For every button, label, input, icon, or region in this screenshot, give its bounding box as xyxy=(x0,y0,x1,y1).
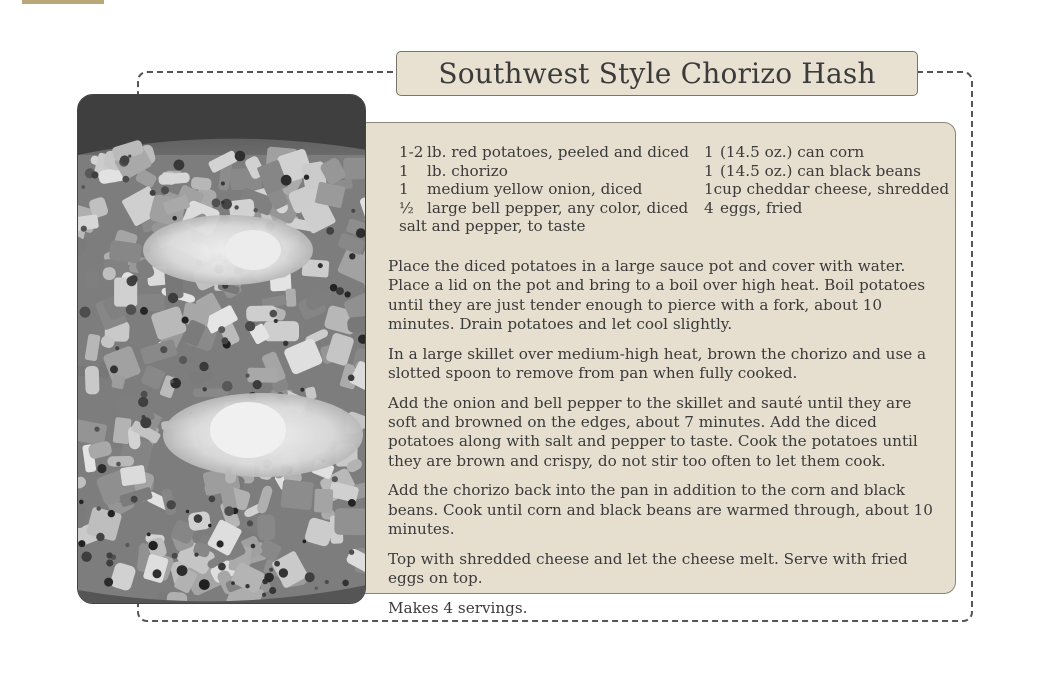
ingredient-qty: 1 xyxy=(399,180,409,199)
ingredient-item xyxy=(399,217,699,236)
direction-step: Top with shredded cheese and let the cheese melt. Serve with fried eggs on top. xyxy=(388,549,908,588)
ingredient-item xyxy=(704,143,944,162)
ingredient-name: salt and pepper, to taste xyxy=(399,217,586,236)
ingredient-name: medium yellow onion, diced xyxy=(427,180,643,199)
ingredient-name: (14.5 oz.) can black beans xyxy=(720,161,921,180)
ingredient-name: lb. chorizo xyxy=(427,161,508,180)
ingredients-column-left xyxy=(399,143,699,236)
ingredient-item xyxy=(704,199,944,218)
ingredient-qty: 1 xyxy=(704,180,714,199)
ingredient-qty: 1 xyxy=(704,143,714,161)
recipe-directions xyxy=(388,257,938,629)
recipe-title: Southwest Style Chorizo Hash xyxy=(438,57,876,90)
ingredient-qty: ½ xyxy=(399,198,414,217)
servings-note: Makes 4 servings. xyxy=(388,598,528,617)
direction-step: In a large skillet over medium-high heat, brown the chorizo and use a slotted spoon to remove from pan when fully cooked. xyxy=(388,344,927,382)
direction-step: Add the onion and bell pepper to the skillet and sauté until they are soft and browned on the edges, about 7 minutes. Add the diced potatoes along with salt and pepper to taste. Cook the potatoes until they are brown and crispy, do not stir too often to let them cook. xyxy=(388,393,918,470)
ingredient-qty: 1 xyxy=(399,161,409,180)
ingredient-name: lb. red potatoes, peeled and diced xyxy=(427,143,690,161)
hash-skillet-image xyxy=(78,95,366,604)
recipe-photo xyxy=(77,94,366,604)
ingredient-name: cup cheddar cheese, shredded xyxy=(713,180,950,199)
ingredient-qty: 1-2 xyxy=(399,143,424,161)
ingredient-item xyxy=(399,199,699,218)
ingredient-item xyxy=(399,162,699,181)
ingredient-item xyxy=(399,143,699,162)
recipe-title-box xyxy=(396,51,918,96)
ingredient-item xyxy=(704,180,950,199)
ingredient-name: large bell pepper, any color, diced xyxy=(427,198,689,217)
ingredients-column-right xyxy=(704,143,950,217)
ingredient-name: eggs, fried xyxy=(720,198,803,217)
ingredient-qty: 4 xyxy=(704,198,714,217)
direction-step: Add the chorizo back into the pan in addition to the corn and black beans. Cook until corn and black beans are warmed through, about 10 minutes. xyxy=(388,481,933,539)
ingredient-item xyxy=(399,180,699,199)
corner-accent-tab xyxy=(22,0,104,4)
ingredient-qty: 1 xyxy=(704,161,714,180)
direction-step: Place the diced potatoes in a large sauce pot and cover with water. Place a lid on the pot and bring to a boil over high heat. Boil potatoes until they are just tender enough to pierce with a fork, about 10 minutes. Drain potatoes and let cool slightly. xyxy=(388,257,926,333)
ingredient-name: (14.5 oz.) can corn xyxy=(720,143,865,161)
ingredient-item xyxy=(704,162,944,181)
